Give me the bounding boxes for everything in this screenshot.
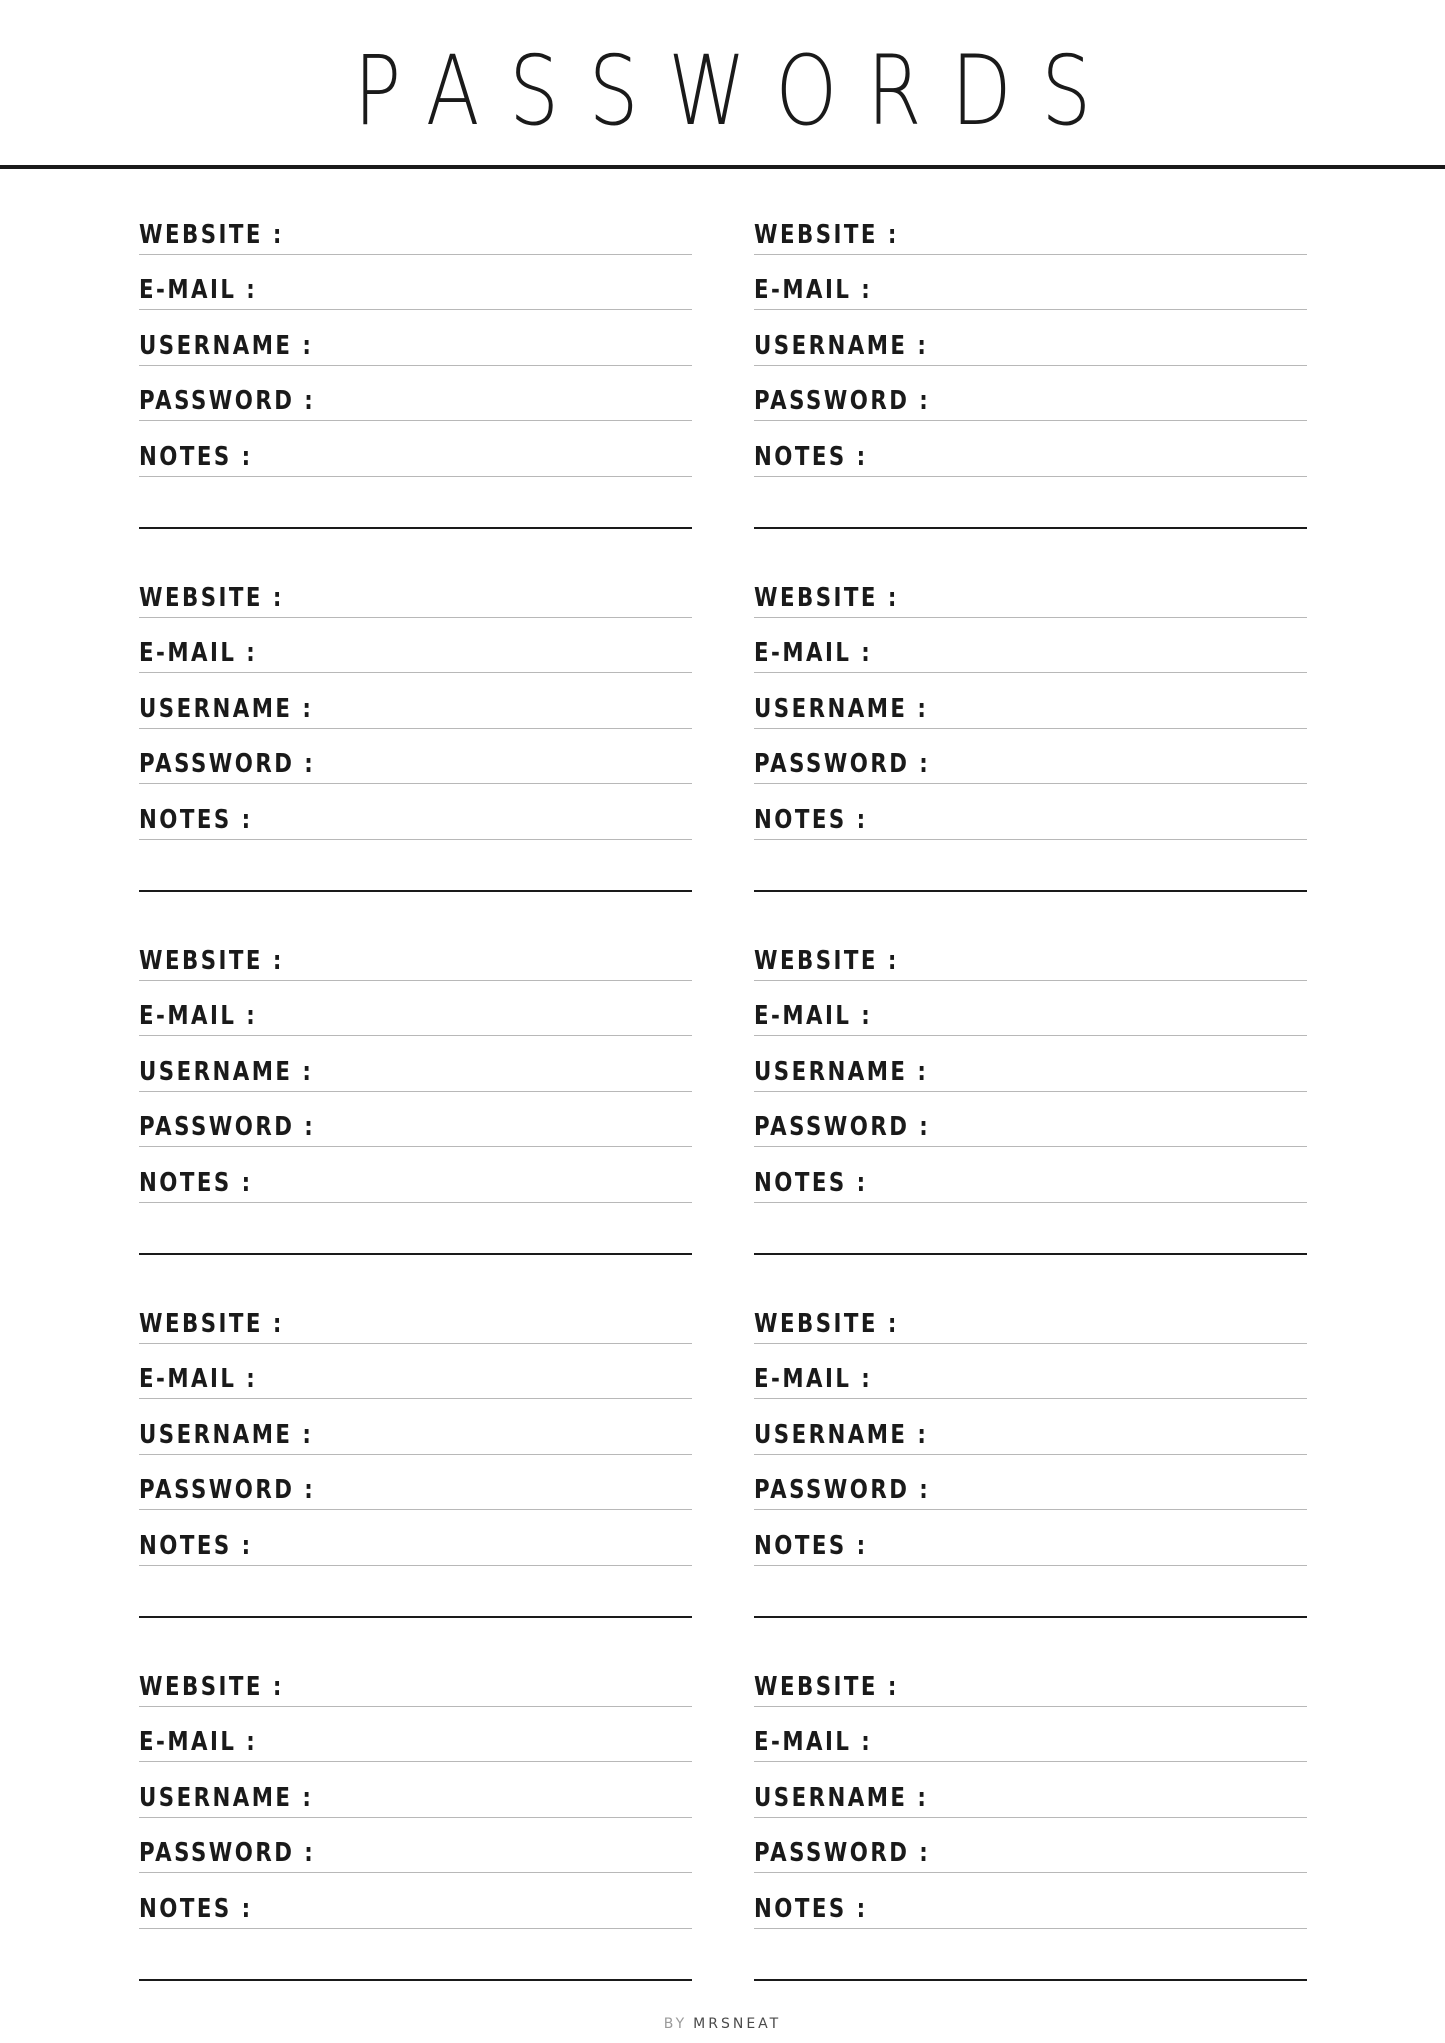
footer-credit <box>0 2016 1445 2032</box>
notes-extra-line[interactable] <box>139 890 692 892</box>
notes-row <box>139 421 692 477</box>
password-field[interactable] <box>314 1112 692 1142</box>
password-entry-card <box>754 562 1307 925</box>
website-label: WEBSITE : <box>139 1671 284 1702</box>
email-label: E-MAIL : <box>139 638 258 668</box>
password-field[interactable] <box>929 386 1307 416</box>
notes-row <box>754 1510 1307 1566</box>
email-label: E-MAIL : <box>754 275 873 305</box>
notes-label: NOTES : <box>139 1893 253 1924</box>
email-label: E-MAIL : <box>754 1364 873 1394</box>
notes-field[interactable] <box>314 442 692 472</box>
username-row <box>754 1762 1307 1818</box>
website-row <box>139 1288 692 1344</box>
username-label: USERNAME : <box>139 330 314 361</box>
password-label: PASSWORD : <box>754 1475 931 1505</box>
password-entry-card <box>754 1651 1307 2014</box>
notes-field[interactable] <box>314 1168 692 1198</box>
website-field[interactable] <box>929 583 1307 613</box>
email-label: E-MAIL : <box>754 1001 873 1031</box>
password-field[interactable] <box>929 1112 1307 1142</box>
website-label: WEBSITE : <box>139 582 284 613</box>
website-field[interactable] <box>929 1309 1307 1339</box>
username-field[interactable] <box>314 331 692 361</box>
username-row <box>754 1036 1307 1092</box>
password-entry-card <box>754 199 1307 562</box>
password-field[interactable] <box>929 1838 1307 1868</box>
password-entry-card <box>754 925 1307 1288</box>
password-label: PASSWORD : <box>754 386 931 416</box>
footer-by: BY <box>663 2016 688 2032</box>
password-label: PASSWORD : <box>754 749 931 779</box>
notes-field[interactable] <box>929 442 1307 472</box>
notes-label: NOTES : <box>139 1530 253 1561</box>
username-field[interactable] <box>314 1057 692 1087</box>
password-row <box>754 1455 1307 1511</box>
notes-row <box>139 1147 692 1203</box>
email-label: E-MAIL : <box>139 1364 258 1394</box>
email-row <box>754 1344 1307 1400</box>
email-field[interactable] <box>929 638 1307 668</box>
username-row <box>754 673 1307 729</box>
website-row <box>139 1651 692 1707</box>
email-row <box>139 981 692 1037</box>
notes-row <box>754 784 1307 840</box>
username-field[interactable] <box>929 1420 1307 1450</box>
notes-label: NOTES : <box>754 1530 868 1561</box>
username-label: USERNAME : <box>139 693 314 724</box>
email-label: E-MAIL : <box>754 1727 873 1757</box>
password-row <box>139 1092 692 1148</box>
website-label: WEBSITE : <box>754 945 899 976</box>
email-row <box>139 255 692 311</box>
username-field[interactable] <box>929 1783 1307 1813</box>
website-row <box>754 1288 1307 1344</box>
website-row <box>754 1651 1307 1707</box>
username-row <box>139 1036 692 1092</box>
username-field[interactable] <box>314 1420 692 1450</box>
password-row <box>139 366 692 422</box>
username-label: USERNAME : <box>754 1419 929 1450</box>
notes-label: NOTES : <box>754 804 868 835</box>
notes-extra-line[interactable] <box>754 890 1307 892</box>
email-row <box>754 1707 1307 1763</box>
password-entry-card <box>139 562 692 925</box>
notes-extra-line[interactable] <box>754 527 1307 529</box>
email-label: E-MAIL : <box>754 638 873 668</box>
email-label: E-MAIL : <box>139 1001 258 1031</box>
website-label: WEBSITE : <box>139 1308 284 1339</box>
username-field[interactable] <box>929 1057 1307 1087</box>
password-row <box>754 366 1307 422</box>
email-row <box>754 618 1307 674</box>
username-label: USERNAME : <box>754 330 929 361</box>
password-field[interactable] <box>929 1475 1307 1505</box>
password-entry-card <box>754 1288 1307 1651</box>
title-divider <box>0 165 1445 169</box>
password-row <box>139 1455 692 1511</box>
password-row <box>754 1818 1307 1874</box>
password-label: PASSWORD : <box>754 1112 931 1142</box>
username-field[interactable] <box>314 1783 692 1813</box>
notes-field[interactable] <box>314 805 692 835</box>
footer-brand: MRSNEAT <box>693 2016 782 2032</box>
username-label: USERNAME : <box>139 1782 314 1813</box>
notes-extra-line[interactable] <box>139 527 692 529</box>
notes-row <box>139 784 692 840</box>
email-row <box>754 255 1307 311</box>
notes-label: NOTES : <box>754 1893 868 1924</box>
password-entry-card <box>139 199 692 562</box>
username-label: USERNAME : <box>754 693 929 724</box>
email-field[interactable] <box>314 1001 692 1031</box>
website-field[interactable] <box>314 1672 692 1702</box>
notes-field[interactable] <box>929 1168 1307 1198</box>
notes-label: NOTES : <box>139 441 253 472</box>
notes-extra-line[interactable] <box>139 1979 692 1981</box>
notes-extra-line[interactable] <box>754 1616 1307 1618</box>
website-row <box>754 562 1307 618</box>
username-field[interactable] <box>929 694 1307 724</box>
website-row <box>139 562 692 618</box>
username-field[interactable] <box>929 331 1307 361</box>
website-row <box>139 925 692 981</box>
email-label: E-MAIL : <box>139 1727 258 1757</box>
username-label: USERNAME : <box>754 1782 929 1813</box>
website-label: WEBSITE : <box>754 219 899 250</box>
website-row <box>754 925 1307 981</box>
email-field[interactable] <box>929 1364 1307 1394</box>
email-label: E-MAIL : <box>139 275 258 305</box>
password-label: PASSWORD : <box>139 1475 316 1505</box>
password-label: PASSWORD : <box>754 1838 931 1868</box>
username-field[interactable] <box>314 694 692 724</box>
email-field[interactable] <box>929 1727 1307 1757</box>
password-row <box>139 1818 692 1874</box>
website-label: WEBSITE : <box>754 1308 899 1339</box>
website-field[interactable] <box>314 220 692 250</box>
notes-label: NOTES : <box>139 1167 253 1198</box>
website-field[interactable] <box>314 583 692 613</box>
notes-extra-line[interactable] <box>754 1979 1307 1981</box>
password-label: PASSWORD : <box>139 749 316 779</box>
website-label: WEBSITE : <box>754 1671 899 1702</box>
password-field[interactable] <box>314 1838 692 1868</box>
username-label: USERNAME : <box>139 1419 314 1450</box>
website-row <box>754 199 1307 255</box>
website-field[interactable] <box>314 946 692 976</box>
page-title: PASSWORDS <box>353 35 1121 147</box>
username-row <box>754 310 1307 366</box>
email-field[interactable] <box>929 1001 1307 1031</box>
notes-field[interactable] <box>314 1894 692 1924</box>
email-row <box>139 1344 692 1400</box>
password-field[interactable] <box>314 749 692 779</box>
password-field[interactable] <box>314 1475 692 1505</box>
password-field[interactable] <box>929 749 1307 779</box>
website-field[interactable] <box>929 1672 1307 1702</box>
notes-field[interactable] <box>929 1531 1307 1561</box>
website-label: WEBSITE : <box>754 582 899 613</box>
notes-extra-line[interactable] <box>139 1616 692 1618</box>
username-row <box>139 673 692 729</box>
password-entry-card <box>139 925 692 1288</box>
notes-field[interactable] <box>929 1894 1307 1924</box>
password-row <box>139 729 692 785</box>
notes-row <box>139 1510 692 1566</box>
website-field[interactable] <box>929 946 1307 976</box>
website-label: WEBSITE : <box>139 945 284 976</box>
password-label: PASSWORD : <box>139 1112 316 1142</box>
username-row <box>754 1399 1307 1455</box>
password-row <box>754 1092 1307 1148</box>
email-row <box>139 618 692 674</box>
password-label: PASSWORD : <box>139 1838 316 1868</box>
notes-field[interactable] <box>314 1531 692 1561</box>
username-row <box>139 1762 692 1818</box>
email-row <box>139 1707 692 1763</box>
username-row <box>139 1399 692 1455</box>
notes-label: NOTES : <box>754 441 868 472</box>
website-label: WEBSITE : <box>139 219 284 250</box>
password-label: PASSWORD : <box>139 386 316 416</box>
email-field[interactable] <box>314 638 692 668</box>
notes-label: NOTES : <box>754 1167 868 1198</box>
username-row <box>139 310 692 366</box>
email-field[interactable] <box>929 275 1307 305</box>
password-field[interactable] <box>314 386 692 416</box>
email-field[interactable] <box>314 1364 692 1394</box>
notes-row <box>139 1873 692 1929</box>
website-field[interactable] <box>929 220 1307 250</box>
website-row <box>139 199 692 255</box>
website-field[interactable] <box>314 1309 692 1339</box>
password-entry-card <box>139 1651 692 2014</box>
password-row <box>754 729 1307 785</box>
notes-field[interactable] <box>929 805 1307 835</box>
email-row <box>754 981 1307 1037</box>
notes-row <box>754 1147 1307 1203</box>
username-label: USERNAME : <box>754 1056 929 1087</box>
password-entries-grid <box>139 199 1307 2014</box>
username-label: USERNAME : <box>139 1056 314 1087</box>
notes-row <box>754 421 1307 477</box>
email-field[interactable] <box>314 275 692 305</box>
notes-extra-line[interactable] <box>139 1253 692 1255</box>
password-entry-card <box>139 1288 692 1651</box>
notes-extra-line[interactable] <box>754 1253 1307 1255</box>
notes-label: NOTES : <box>139 804 253 835</box>
notes-row <box>754 1873 1307 1929</box>
email-field[interactable] <box>314 1727 692 1757</box>
